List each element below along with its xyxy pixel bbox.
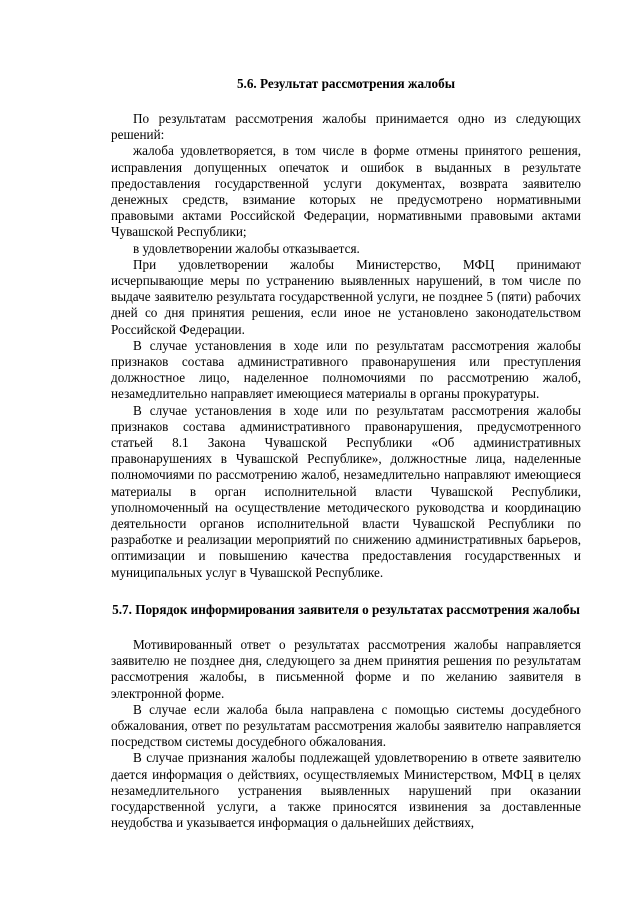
page-content — [111, 76, 581, 831]
section-heading-5-7: 5.7. Порядок информирования заявителя о результатах рассмотрения жалобы — [112, 601, 580, 617]
paragraph: В случае если жалоба была направлена с помощью системы досудебного обжалования, ответ по результатам рассмотрения жалобы заявителю направляется посредством системы досудебного обжалования. — [111, 701, 581, 750]
paragraph: В случае установления в ходе или по результатам рассмотрения жалобы признаков состава административного правонарушения или преступления должностное лицо, наделенное полномочиями по рассмотрению жалоб, незамедлительно направляет имеющиеся материалы в органы прокуратуры. — [111, 337, 581, 402]
paragraph: В случае установления в ходе или по результатам рассмотрения жалобы признаков состава административного правонарушения, предусмотренного статьей 8.1 Закона Чувашской Республики «Об административных правонарушениях в Чувашской Республике», должностные лица, наделенные полномочиями по рассмотрению жалоб, незамедлительно направляют имеющиеся материалы в орган исполнительной власти Чувашской Республики, уполномоченный на осуществление методического руководства и координацию деятельности органов исполнительной власти Чувашской Республики по разработке и реализации мероприятий по снижению административных барьеров, оптимизации и повышению качества предоставления государственных и муниципальных услуг в Чувашской Республике. — [111, 402, 581, 580]
paragraph: Мотивированный ответ о результатах рассмотрения жалобы направляется заявителю не позднее дня, следующего за днем принятия решения по результатам рассмотрения жалобы, в письменной форме и по желанию заявителя в электронной форме. — [111, 636, 581, 701]
paragraph: По результатам рассмотрения жалобы принимается одно из следующих решений: — [111, 111, 581, 143]
paragraph: жалоба удовлетворяется, в том числе в форме отмены принятого решения, исправления допущенных опечаток и ошибок в выданных в результате предоставления государственной услуги документах, возврата заявителю денежных средств, взимание которых не предусмотрено нормативными правовыми актами Российской Федерации, нормативными правовыми актами Чувашской Республики; — [111, 143, 581, 240]
paragraph: При удовлетворении жалобы Министерство, МФЦ принимают исчерпывающие меры по устранению выявленных нарушений, в том числе по выдаче заявителю результата государственной услуги, не позднее 5 (пяти) рабочих дней со дня принятия решения, если иное не установлено законодательством Российской Федерации. — [111, 256, 581, 337]
paragraph: в удовлетворении жалобы отказывается. — [133, 240, 360, 256]
section-heading-5-6: 5.6. Результат рассмотрения жалобы — [236, 76, 456, 91]
paragraph: В случае признания жалобы подлежащей удовлетворению в ответе заявителю дается информация о действиях, осуществляемых Министерством, МФЦ в целях незамедлительного устранения выявленных нарушений при оказании государственной услуги, а также приносятся извинения за доставленные неудобства и указывается информация о дальнейших действиях, — [111, 750, 581, 831]
